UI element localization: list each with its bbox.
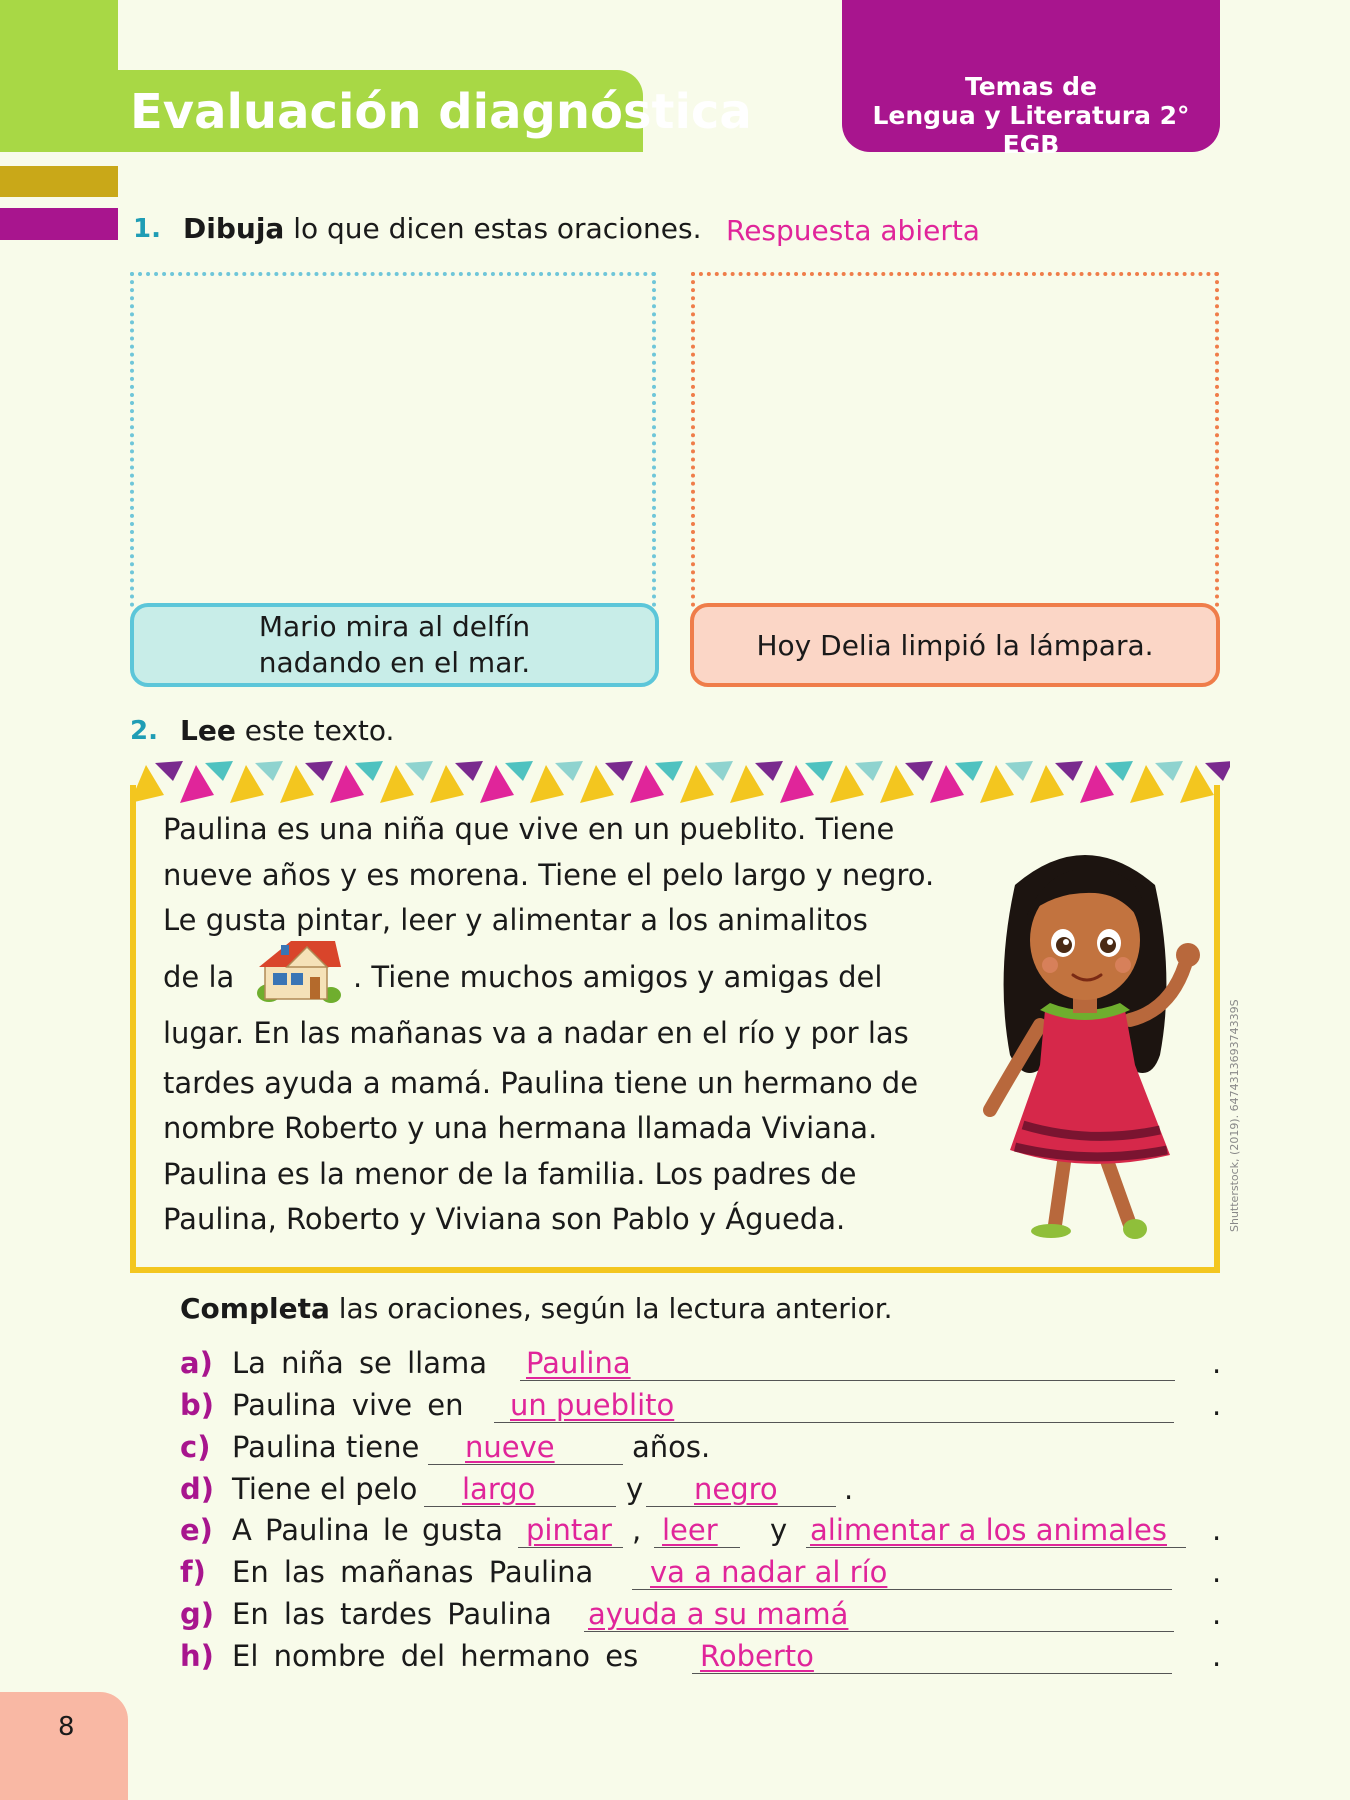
item-a-fill: Paulina (526, 1346, 631, 1380)
item-f-fill: va a nadar al río (650, 1555, 888, 1589)
item-d-mid: y (626, 1472, 644, 1506)
question-1-number: 1. (133, 214, 161, 244)
bunting-triangle (155, 761, 183, 781)
page-title: Evaluación diagnóstica (130, 84, 752, 140)
question-2-rest: este texto. (235, 714, 395, 747)
item-b-fill: un pueblito (510, 1388, 675, 1422)
bunting-triangle (1105, 761, 1133, 781)
page-number-tab (0, 1692, 128, 1800)
item-a-text: La niña se llama (232, 1346, 488, 1380)
item-h-letter: h) (180, 1639, 214, 1673)
item-e-letter: e) (180, 1513, 213, 1547)
item-h-text: El nombre del hermano es (232, 1639, 639, 1673)
item-f-letter: f) (180, 1555, 206, 1589)
subject-label-line1: Temas de (964, 72, 1098, 101)
question-1-verb: Dibuja (183, 212, 285, 245)
item-f-end: . (1212, 1555, 1222, 1589)
bunting-triangle (805, 761, 833, 781)
bunting-triangle (1005, 761, 1033, 781)
caption-1-line2: nadando en el mar. (258, 646, 531, 679)
story-line-5: lugar. En las mañanas va a nadar en el río y por las (163, 1016, 909, 1050)
bunting-triangle (305, 761, 333, 781)
bunting-triangle (1205, 761, 1230, 781)
bunting-triangle (1055, 761, 1083, 781)
item-b-text: Paulina vive en (232, 1388, 464, 1422)
item-c-end: años. (632, 1430, 711, 1464)
question-2-verb: Lee (180, 714, 236, 747)
girl-illustration (955, 825, 1215, 1245)
bunting-triangle (855, 761, 883, 781)
item-h-end: . (1212, 1639, 1222, 1673)
item-e-fill-1: pintar (526, 1513, 612, 1547)
item-f (180, 1555, 1230, 1595)
instruction-verb: Completa (180, 1292, 330, 1325)
item-g-text: En las tardes Paulina (232, 1597, 552, 1631)
item-a-end: . (1212, 1346, 1222, 1380)
item-a-letter: a) (180, 1346, 213, 1380)
bunting-triangle (555, 761, 583, 781)
item-g-fill: ayuda a su mamá (588, 1597, 849, 1631)
item-e-sep-1: , (632, 1513, 642, 1547)
drawing-box-2[interactable] (691, 272, 1219, 607)
bunting-triangle (1155, 761, 1183, 781)
page-number: 8 (58, 1712, 75, 1742)
bunting-triangle (655, 761, 683, 781)
story-line-2: nueve años y es morena. Tiene el pelo largo y negro. (163, 858, 935, 892)
item-b-end: . (1212, 1388, 1222, 1422)
instruction-rest: las oraciones, según la lectura anterior. (329, 1292, 893, 1325)
bunting-triangle (455, 761, 483, 781)
item-f-text: En las mañanas Paulina (232, 1555, 594, 1589)
item-h-fill: Roberto (700, 1639, 814, 1673)
bunting-triangle (255, 761, 283, 781)
story-line-9: Paulina, Roberto y Viviana son Pablo y Águeda. (163, 1202, 846, 1236)
story-line-1: Paulina es una niña que vive en un pueblito. Tiene (163, 812, 895, 846)
story-line-6: tardes ayuda a mamá. Paulina tiene un hermano de (163, 1066, 919, 1100)
question-2-number: 2. (130, 716, 158, 746)
gold-stripe (0, 166, 118, 197)
bunting-triangle (205, 761, 233, 781)
drawing-caption-1 (130, 603, 659, 687)
story-line-4b: . Tiene muchos amigos y amigas del (353, 960, 883, 994)
bunting-triangle (905, 761, 933, 781)
story-line-8: Paulina es la menor de la familia. Los padres de (163, 1157, 857, 1191)
story-line-7: nombre Roberto y una hermana llamada Viviana. (163, 1111, 878, 1145)
item-e-fill-3: alimentar a los animales (810, 1513, 1167, 1547)
instruction-text (180, 1292, 893, 1325)
bunting-triangle (955, 761, 983, 781)
story-line-3: Le gusta pintar, leer y alimentar a los animalitos (163, 903, 868, 937)
story-line-4a: de la (163, 960, 235, 994)
item-b (180, 1388, 1230, 1428)
question-1-answer: Respuesta abierta (726, 214, 980, 247)
item-g-end: . (1212, 1597, 1222, 1631)
item-d (180, 1472, 1230, 1512)
item-e-fill-2: leer (662, 1513, 718, 1547)
bunting-triangle (755, 761, 783, 781)
item-a (180, 1346, 1230, 1386)
item-b-letter: b) (180, 1388, 215, 1422)
item-h (180, 1639, 1230, 1679)
item-d-letter: d) (180, 1472, 215, 1506)
bunting-triangle (505, 761, 533, 781)
item-e-end: . (1212, 1513, 1222, 1547)
image-credit: Shutterstock, (2019). 647431369374339S (1228, 999, 1241, 1232)
bunting-triangle (705, 761, 733, 781)
question-1-text (183, 212, 702, 245)
drawing-caption-2: Hoy Delia limpió la lámpara. (690, 603, 1220, 687)
question-1-rest: lo que dicen estas oraciones. (284, 212, 702, 245)
bunting-triangle (355, 761, 383, 781)
item-e (180, 1513, 1230, 1553)
question-2-text (180, 714, 394, 747)
drawing-box-1[interactable] (130, 272, 656, 607)
item-g (180, 1597, 1230, 1637)
item-g-letter: g) (180, 1597, 215, 1631)
house-icon (247, 935, 347, 1005)
caption-1-line1: Mario mira al delfín (258, 610, 531, 643)
item-c-fill: nueve (465, 1430, 555, 1464)
item-e-text: A Paulina le gusta (232, 1513, 504, 1547)
item-e-sep-2: y (770, 1513, 788, 1547)
item-d-fill-1: largo (462, 1472, 536, 1506)
item-c-letter: c) (180, 1430, 211, 1464)
bunting-triangle (605, 761, 633, 781)
bunting-triangle (405, 761, 433, 781)
item-d-end: . (844, 1472, 854, 1506)
header-green-block (0, 0, 118, 152)
item-c-text: Paulina tiene (232, 1430, 420, 1464)
item-c (180, 1430, 1230, 1470)
item-d-fill-2: negro (694, 1472, 778, 1506)
purple-stripe (0, 208, 118, 240)
item-d-text: Tiene el pelo (232, 1472, 418, 1506)
subject-label-line2: Lengua y Literatura 2° EGB (872, 101, 1190, 159)
